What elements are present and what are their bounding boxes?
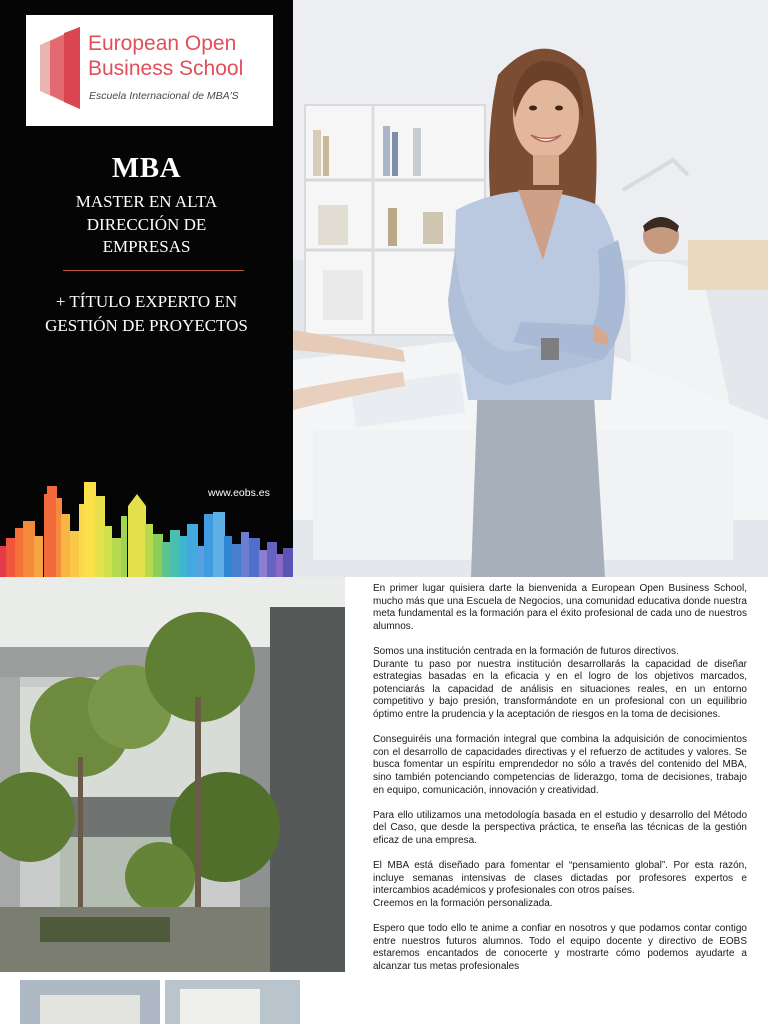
logo-tagline: Escuela Internacional de MBA'S	[89, 90, 239, 102]
letter-line: El MBA está diseñado para fomentar el “pensamiento global”. Por esta razón, incluye semanas intensivas de clases dictadas por profesores expertos e intercambios académicos y profesionales con otros países.	[373, 860, 747, 897]
program-subtitle-line: MASTER EN ALTA	[75, 192, 218, 211]
letter-line: Durante tu paso por nuestra institución desarrollarás la capacidad de diseñar estrategias basadas en la eficacia y en el logro de los objetivos marcados, potenciarás la capacidad de análisis en situaciones reales, en un entorno competitivo y bajo presión, transformándote en un profesional con un equilibrio óptimo entre la prudencia y la aceptación de riesgos en la toma de decisiones.	[373, 658, 747, 720]
program-subtitle-line: EMPRESAS	[102, 237, 191, 256]
logo-name-line2: Business School	[88, 57, 244, 80]
logo-name	[88, 31, 268, 81]
school-logo	[26, 15, 273, 126]
letter-line: Somos una institución centrada en la formación de futuros directivos.	[373, 645, 679, 657]
title-divider	[63, 270, 244, 271]
letter-paragraph: Espero que todo ello te anime a confiar en nosotros y que podamos contar contigo entre nuestros futuros alumnos. Todo el equipo docente y directivo de EOBS estaremos encantados de conocerte y mostrarte cómo podemos ayudarte a alcanzar tus metas profesionales	[373, 923, 747, 972]
welcome-letter	[373, 583, 747, 986]
businesswoman-photo	[293, 0, 768, 577]
extra-title-line: GESTIÓN DE PROYECTOS	[45, 316, 248, 335]
letter-line: Creemos en la formación personalizada.	[373, 897, 553, 909]
website-link[interactable]: www.eobs.es	[208, 487, 270, 499]
colorful-skyline-graphic	[0, 476, 293, 577]
program-title: MBA	[111, 152, 182, 184]
letter-paragraph: Conseguiréis una formación integral que combina la adquisición de conocimientos con el desarrollo de capacidades directivas y el refuerzo de actitudes y valores. Se busca fomentar un espíritu emprendedor no sólo a través del contenido del MBA, sino también potenciando competencias de liderazgo, toma de decisiones, trabajo en equipo, comunicación, innovación y creatividad.	[373, 734, 747, 796]
letter-paragraph: Para ello utilizamos una metodología basada en el estudio y desarrollo del Método del Caso, que desde la perspectiva práctica, te enseña las técnicas de la gestión eficaz de una empresa.	[373, 809, 747, 846]
letter-paragraph	[373, 860, 747, 910]
logo-name-line1: European Open	[88, 32, 237, 55]
letter-paragraph: En primer lugar quisiera darte la bienvenida a European Open Business School, mucho más que una Escuela de Negocios, una comunidad educativa donde nuestra meta fundamental es la formación para el éxito profesional de cada uno de nuestros alumnos.	[373, 583, 747, 632]
logo-emblem-icon	[40, 27, 80, 109]
extra-title	[20, 290, 273, 338]
program-subtitle	[40, 191, 253, 259]
program-subtitle-line: DIRECCIÓN DE	[86, 214, 207, 234]
cover-panel	[0, 0, 293, 577]
extra-title-line: + TÍTULO EXPERTO EN	[55, 292, 238, 311]
letter-paragraph	[373, 646, 747, 722]
campus-building-photo	[0, 577, 345, 1024]
